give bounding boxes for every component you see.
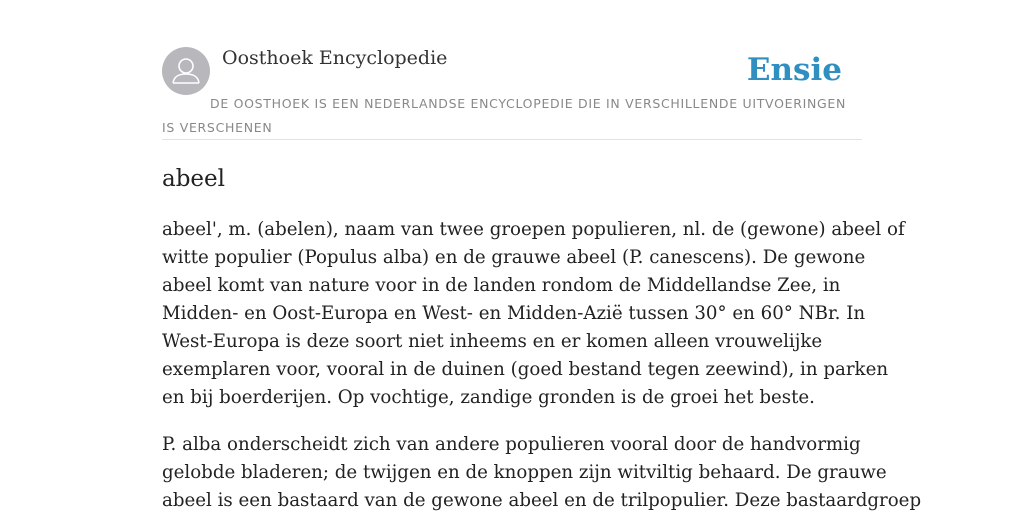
paragraph-line: abeel', m. (abelen), naam van twee groepen populieren, nl. de (gewone) abeel of bbox=[162, 219, 905, 240]
article-paragraph-1 bbox=[162, 216, 905, 412]
paragraph-line: abeel is een bastaard van de gewone abeel en de trilpopulier. Deze bastaardgroep bbox=[162, 490, 922, 511]
paragraph-line: exemplaren voor, vooral in de duinen (goed bestand tegen zeewind), in parken bbox=[162, 359, 889, 380]
paragraph-line: abeel komt van nature voor in de landen rondom de Middellandse Zee, in bbox=[162, 275, 841, 296]
site-tagline: DE OOSTHOEK IS EEN NEDERLANDSE ENCYCLOPEDIE DIE IN VERSCHILLENDE UITVOERINGEN IS VERSCHENEN bbox=[162, 96, 847, 135]
article bbox=[162, 163, 922, 512]
avatar-graphic bbox=[162, 47, 210, 95]
site-header bbox=[162, 46, 862, 140]
paragraph-line: West-Europa is deze soort niet inheems en er komen alleen vrouwelijke bbox=[162, 331, 823, 352]
paragraph-line: Midden- en Oost-Europa en West- en Midden-Azië tussen 30° en 60° NBr. In bbox=[162, 303, 866, 324]
article-title: abeel bbox=[162, 166, 226, 192]
paragraph-line: en bij boerderijen. Op vochtige, zandige gronden is de groei het beste. bbox=[162, 387, 815, 408]
site-name[interactable]: Oosthoek Encyclopedie bbox=[222, 47, 448, 69]
article-paragraph-2 bbox=[162, 431, 922, 512]
paragraph-line: gelobde bladeren; de twijgen en de knoppen zijn witviltig behaard. De grauwe bbox=[162, 462, 887, 483]
paragraph-line: witte populier (Populus alba) en de grauwe abeel (P. canescens). De gewone bbox=[162, 247, 866, 268]
paragraph-line: P. alba onderscheidt zich van andere populieren vooral door de handvormig bbox=[162, 434, 861, 455]
user-placeholder-icon[interactable] bbox=[162, 47, 210, 95]
ensie-logo[interactable]: Ensie bbox=[746, 52, 842, 88]
